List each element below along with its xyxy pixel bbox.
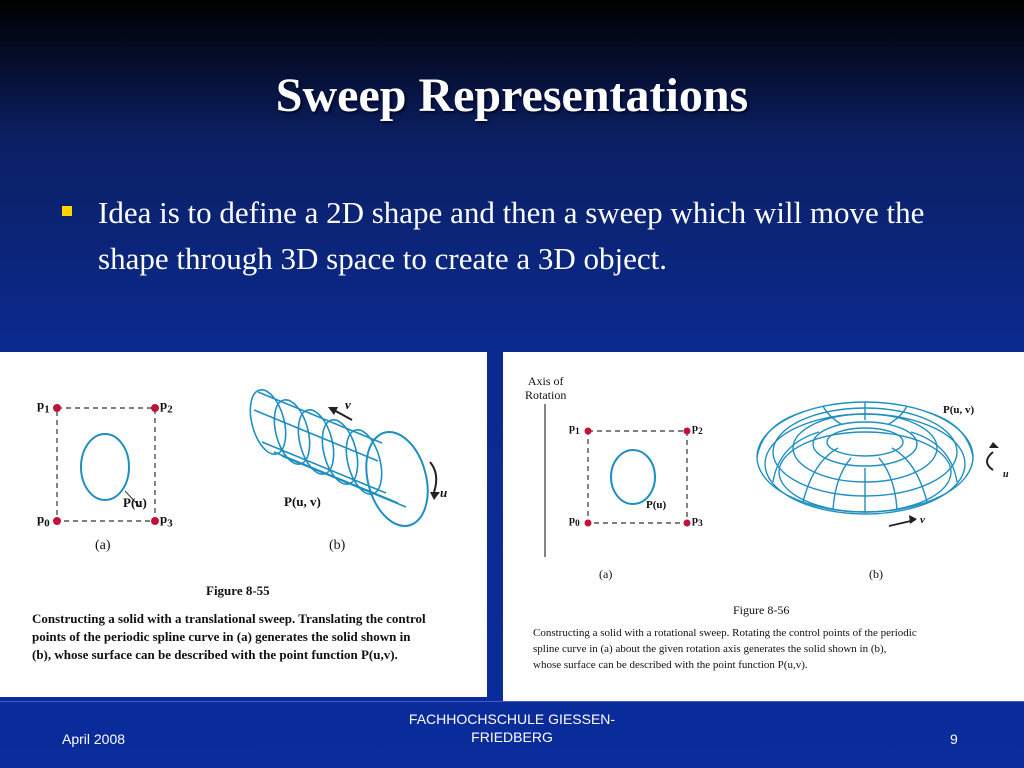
slide-title: Sweep Representations bbox=[275, 69, 749, 122]
torus-surface bbox=[757, 402, 973, 514]
figure-caption: Constructing a solid with a rotational sweep. Rotating the control points of the periodic spline curve in (a) about the given rotation axis generates the solid shown in (b), whose surface can be described with the point function P(u,v). bbox=[533, 627, 917, 671]
label-p0: $p_0$ bbox=[37, 511, 50, 530]
label-surface: P(u, v) bbox=[284, 494, 321, 509]
footer-organization: FACHHOCHSCHULE GIESSEN- FRIEDBERG bbox=[408, 711, 616, 745]
footer-date: April 2008 bbox=[62, 731, 126, 747]
v-arrowhead-icon bbox=[909, 515, 917, 524]
u-rotation-arrow bbox=[987, 452, 993, 470]
control-point-p2 bbox=[684, 428, 691, 435]
label-p3: $p_3$ bbox=[160, 511, 173, 530]
bullet-item bbox=[62, 190, 952, 282]
sub-label-b: (b) bbox=[869, 567, 883, 581]
figure-translational-sweep bbox=[0, 352, 487, 697]
label-curve: P(u) bbox=[646, 499, 667, 511]
axis-label: Axis of Rotation bbox=[525, 374, 567, 402]
swept-cylinder bbox=[244, 386, 437, 533]
label-p1: $p_1$ bbox=[569, 422, 580, 437]
control-point-p3 bbox=[684, 520, 691, 527]
figure-number: Figure 8-55 bbox=[206, 583, 270, 598]
label-v: v bbox=[920, 514, 925, 526]
label-u: u bbox=[1003, 469, 1009, 480]
label-surface: P(u, v) bbox=[943, 404, 975, 416]
control-point-p1 bbox=[53, 404, 61, 412]
control-point-p0 bbox=[53, 517, 61, 525]
spline-curve bbox=[611, 450, 655, 504]
label-p2: $p_2$ bbox=[692, 422, 703, 437]
sub-label-a: (a) bbox=[95, 538, 111, 553]
control-point-p1 bbox=[585, 428, 592, 435]
footer-divider bbox=[0, 701, 1024, 702]
u-arrowhead-icon bbox=[989, 442, 999, 448]
label-p2: $p_2$ bbox=[160, 397, 173, 416]
figure-caption: Constructing a solid with a translational sweep. Translating the control points of the periodic spline curve in (a) generates the solid shown in (b), whose surface can be described with the point function P(u,v). bbox=[32, 611, 426, 662]
u-arrow bbox=[430, 462, 436, 492]
control-point-p2 bbox=[151, 404, 159, 412]
figure-rotational-sweep bbox=[503, 352, 1024, 702]
label-v: v bbox=[345, 397, 351, 412]
sub-label-a: (a) bbox=[599, 567, 613, 581]
label-p0: $p_0$ bbox=[569, 514, 580, 529]
label-p3: $p_3$ bbox=[692, 514, 703, 529]
label-u: u bbox=[440, 485, 448, 500]
sub-label-b: (b) bbox=[329, 538, 346, 553]
label-curve: P(u) bbox=[123, 495, 147, 510]
square-bullet-icon bbox=[62, 206, 72, 216]
footer-page-number: 9 bbox=[950, 731, 958, 747]
control-polygon bbox=[588, 431, 687, 523]
control-point-p3 bbox=[151, 517, 159, 525]
label-p1: $p_1$ bbox=[37, 397, 50, 416]
spline-curve bbox=[81, 434, 129, 500]
bullet-text: Idea is to define a 2D shape and then a sweep which will move the shape through 3D space to create a 3D object. bbox=[98, 195, 925, 276]
u-arrowhead-icon bbox=[430, 492, 440, 500]
control-point-p0 bbox=[585, 520, 592, 527]
figure-number: Figure 8-56 bbox=[733, 603, 790, 617]
